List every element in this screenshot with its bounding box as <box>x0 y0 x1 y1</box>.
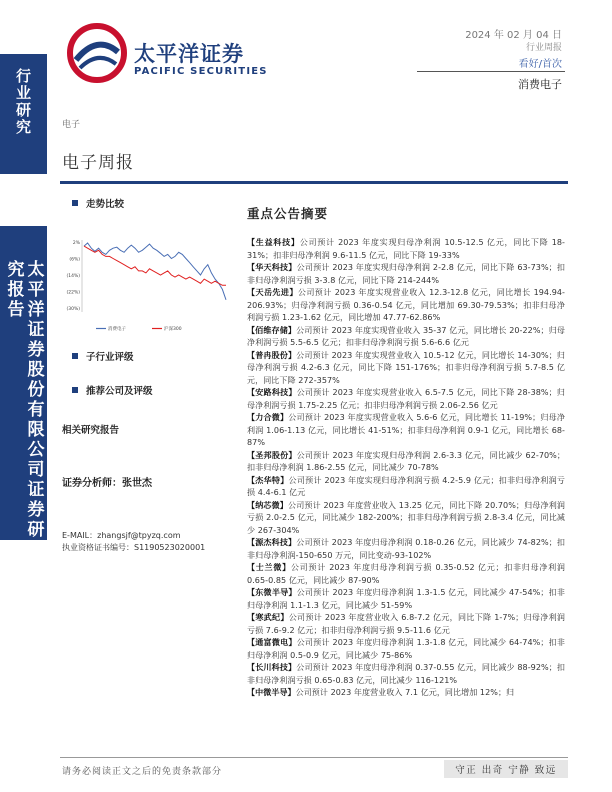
sub-rating-heading <box>72 349 134 363</box>
announcement-text: 公司预计 2023 年度实现归母净利润 10.5-12.5 亿元，同比下降 18-31%；扣非归母净利润 9.6-11.5 亿元，同比下降 19-33% <box>247 238 565 260</box>
announcement-item <box>247 412 565 450</box>
announcement-text: 公司预计 2023 年度实现归母净利润 2-2.8 亿元，同比下降 63-73%；扣非归母净利润亏损 3-3.8 亿元，同比下降 214-244% <box>247 263 565 285</box>
announcement-text: 公司预计 2023 年度实现归母净利润 2.6-3.3 亿元，同比减少 62-70%；扣非归母净利润 1.86-2.55 亿元，同比减少 70-78% <box>247 450 565 472</box>
legend-label: 消费电子 <box>108 327 126 332</box>
footer-disclaimer[interactable]: 请务必阅读正文之后的免责条款部分 <box>62 767 223 777</box>
announcement-company: 【通富微电】 <box>247 638 297 647</box>
announcement-text: 公司预计 2023 年度实现营业收入 6.5-7.5 亿元，同比下降 28-38%；归母净利润亏损 1.75-2.25 亿元；扣非归母净利润亏损 2.06-2.56 亿元 <box>247 388 565 410</box>
square-bullet-icon <box>72 353 78 359</box>
announcement-item <box>247 500 565 538</box>
announcement-company: 【杰华特】 <box>247 475 289 485</box>
sidebar-top-label: 行业研究 <box>14 68 32 136</box>
announcement-item <box>247 687 565 700</box>
analyst-cert: 执业资格证书编号：S1190523020001 <box>62 543 206 552</box>
announcement-item <box>247 387 565 412</box>
announcement-text: 公司预计 2023 年度营业收入 7.1 亿元，同比增加 12%；归 <box>295 688 515 697</box>
sidebar-bottom-label: 太平洋证券股份有限公司证券研究报告 <box>3 260 44 540</box>
announcement-company: 【圣邦股份】 <box>247 450 297 460</box>
report-type: 行业周报 <box>525 43 562 53</box>
announcement-item <box>247 350 565 388</box>
y-tick-label: (30%) <box>66 307 80 312</box>
announcement-item <box>247 325 565 350</box>
legend-label: 沪深300 <box>164 327 182 332</box>
announcement-company: 【华天科技】 <box>247 263 297 272</box>
announcement-item <box>247 562 565 587</box>
sector-label: 消费电子 <box>518 78 562 91</box>
announcement-company: 【生益科技】 <box>247 238 300 247</box>
announcement-list <box>247 237 565 700</box>
trend-heading-text: 走势比较 <box>86 199 125 210</box>
announcement-company: 【佰维存储】 <box>247 325 297 335</box>
sub-rating-heading-text: 子行业评级 <box>86 352 134 363</box>
announcement-company: 【纳芯微】 <box>247 500 288 510</box>
y-tick-label: (14%) <box>66 274 80 279</box>
announcement-item <box>247 475 565 500</box>
section-title: 重点公告摘要 <box>247 206 329 221</box>
announcement-item <box>247 450 565 475</box>
announcement-text: 公司预计 2023 年度归母净利润 1.3-1.8 亿元，同比减少 64-74%；扣非归母净利润 0.5-0.9 亿元，同比减少 75-86% <box>247 638 565 660</box>
sidebar-bottom <box>0 226 47 540</box>
related-heading: 相关研究报告 <box>62 425 120 436</box>
announcement-company: 【长川科技】 <box>247 663 297 672</box>
analyst-email[interactable]: E-MAIL：zhangsjf@tpyzq.com <box>62 531 181 540</box>
trend-chart <box>60 234 232 342</box>
announcement-text: 公司预计 2023 年度归母净利润 0.18-0.26 亿元，同比减少 74-82%；扣非归母净利润-150-650 万元，同比变动-93-102% <box>247 538 565 560</box>
announcement-text: 公司预计 2023 年度实现营业收入 10.5-12 亿元，同比增长 14-30%；归母净利润亏损 4.2-6.3 亿元，同比下降 151-176%；扣非归母净利润亏损 5.7-8.5 亿元，同比下降 272-357% <box>247 350 565 385</box>
announcement-text: 公司预计 2023 年度实现营业收入 12.3-12.8 亿元，同比增长 194.94-206.93%；归母净利润亏损 0.36-0.54 亿元，同比增加 69.30-79.53%；扣非归母净利润亏损 1.23-1.62 亿元，同比增加 47.77-62.86% <box>247 288 565 322</box>
announcement-text: 公司预计 2023 年度营业收入 13.25 亿元，同比下降 20.70%；归母净利润亏损 2.0-2.5 亿元，同比减少 182-200%；扣非归母净利润亏损 2.8-3.4 亿元，同比减少 267-304% <box>247 500 565 535</box>
announcement-company: 【天岳先进】 <box>247 288 298 297</box>
industry-rating: 看好/首次 <box>518 59 562 70</box>
announcement-item <box>247 237 565 262</box>
title-divider <box>60 181 568 184</box>
recommend-heading-text: 推荐公司及评级 <box>86 386 153 397</box>
square-bullet-icon <box>72 387 78 393</box>
announcement-text: 公司预计 2023 年度营业收入 6.8-7.2 亿元，同比下降 1-7%；归母净利润亏损 7.6-9.2 亿元；扣非归母净利润亏损 9.5-11.6 亿元 <box>247 613 565 635</box>
announcement-text: 公司预计 2023 年度实现营业收入 35-37 亿元，同比增长 20-22%；归母净利润亏损 5.5-6.5 亿元；扣非归母净利润亏损 5.6-6.6 亿元 <box>247 325 565 347</box>
y-tick-label: (22%) <box>66 290 80 296</box>
square-bullet-icon <box>72 200 78 206</box>
announcement-company: 【力合微】 <box>247 413 289 422</box>
announcement-company: 【普冉股份】 <box>247 350 297 360</box>
footer-motto: 守正 出奇 宁静 致远 <box>444 760 568 778</box>
report-date: 2024 年 02 月 04 日 <box>465 30 562 41</box>
announcement-item <box>247 587 565 612</box>
announcement-item <box>247 262 565 287</box>
sidebar-top <box>0 54 47 174</box>
y-tick-label: (6%) <box>69 257 80 263</box>
brand-name-cn: 太平洋证券 <box>134 42 244 66</box>
announcement-text: 公司预计 2023 年度实现营业收入 5.6-6 亿元，同比增长 11-19%；归母净利润 1.06-1.13 亿元，同比增长 41-51%；扣非归母净利润 0.9-1 亿元，同比增长 68-87% <box>247 413 565 447</box>
breadcrumb: 电子 <box>62 120 81 130</box>
announcement-company: 【安路科技】 <box>247 388 297 397</box>
announcement-item <box>247 537 565 562</box>
trend-heading <box>72 196 124 210</box>
series-line <box>84 246 226 285</box>
announcement-company: 【源杰科技】 <box>247 538 297 547</box>
announcement-item <box>247 287 565 325</box>
y-tick-label: 2% <box>72 241 80 246</box>
announcement-text: 公司预计 2023 年度归母净利润亏损 0.35-0.52 亿元；扣非归母净利润 0.65-0.85 亿元，同比减少 87-90% <box>247 563 565 585</box>
analyst-name: 证券分析师：张世杰 <box>62 478 152 489</box>
announcement-text: 公司预计 2023 年度归母净利润 1.3-1.5 亿元，同比减少 47-54%；扣非归母净利润 1.1-1.3 亿元，同比减少 51-59% <box>247 588 565 610</box>
header-divider <box>417 71 565 72</box>
announcement-company: 【寒武纪】 <box>247 613 289 622</box>
announcement-company: 【东微半导】 <box>247 588 297 597</box>
announcement-item <box>247 637 565 662</box>
announcement-text: 公司预计 2023 年度归母净利润 0.37-0.55 亿元，同比减少 88-92%；扣非归母净利润亏损 0.65-0.83 亿元，同比减少 116-121% <box>247 663 565 685</box>
page-title: 电子周报 <box>62 153 134 173</box>
announcement-company: 【中微半导】 <box>247 688 296 697</box>
announcement-text: 公司预计 2023 年度实现归母净利润亏损 4.2-5.9 亿元；扣非归母净利润亏损 4.4-6.1 亿元 <box>247 475 566 497</box>
announcement-item <box>247 612 565 637</box>
announcement-item <box>247 662 565 687</box>
footer-divider <box>60 757 568 758</box>
recommend-heading <box>72 383 153 397</box>
announcement-company: 【士兰微】 <box>247 563 291 572</box>
brand-name-en: PACIFIC SECURITIES <box>134 66 268 77</box>
